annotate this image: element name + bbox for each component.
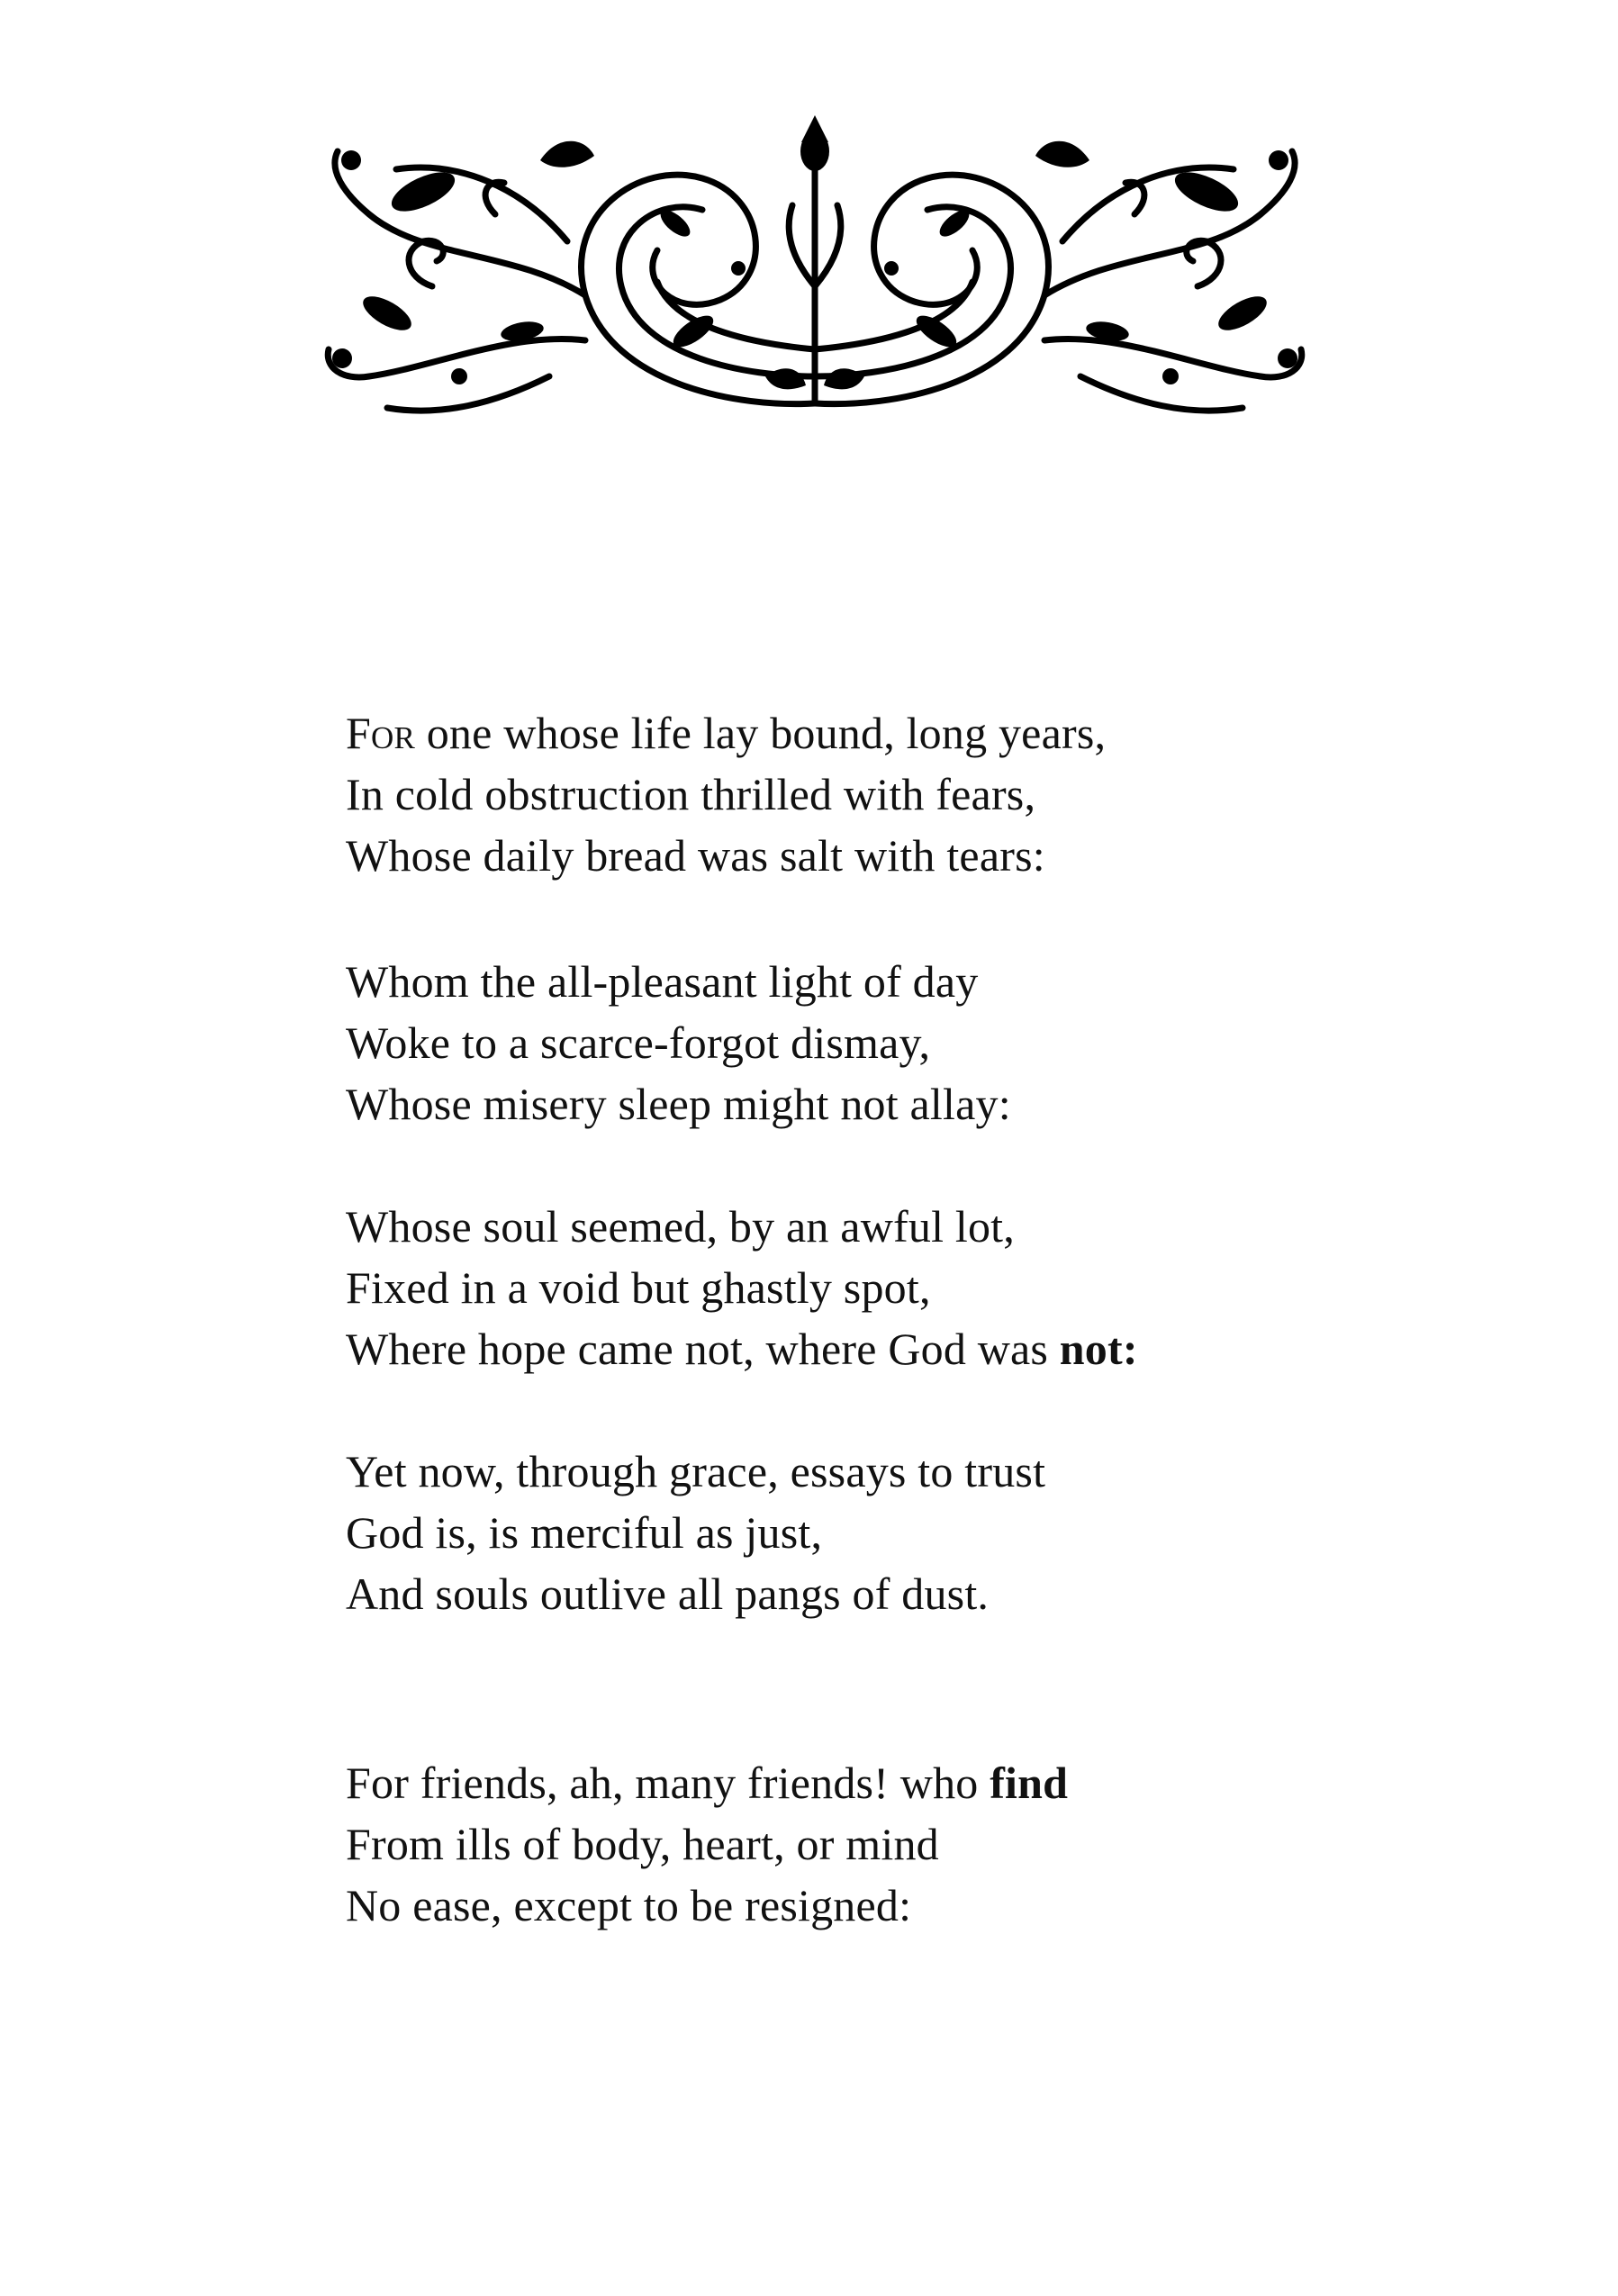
poem-line: God is, is merciful as just, (346, 1507, 823, 1558)
stanza-1 (346, 702, 1516, 886)
poem-line: Whom the all-pleasant light of day (346, 956, 979, 1007)
stanza-4 (346, 1441, 1516, 1624)
poem-line: Whose soul seemed, by an awful lot, (346, 1201, 1015, 1252)
poem-line: Whose misery sleep might not allay: (346, 1079, 1011, 1129)
line-text: Where hope came not, where God was (346, 1324, 1060, 1374)
poem-line: Yet now, through grace, essays to trust (346, 1446, 1046, 1496)
stanza-2 (346, 951, 1516, 1134)
poem-line (346, 702, 1516, 764)
poem-line: Whose daily bread was salt with tears: (346, 830, 1045, 881)
floral-scroll-ornament-icon (315, 106, 1315, 432)
stanza-3 (346, 1196, 1516, 1379)
poem-line (346, 1752, 1516, 1813)
line-text: one whose life lay bound, long years, (415, 708, 1107, 758)
poem-line: In cold obstruction thrilled with fears, (346, 769, 1036, 819)
poem-line: Woke to a scarce-forgot dismay, (346, 1017, 931, 1068)
line-bold-word: not: (1059, 1324, 1138, 1374)
poem-line: Fixed in a void but ghastly spot, (346, 1262, 931, 1313)
line-text: For friends, ah, many friends! who (346, 1758, 990, 1808)
poem-line: And souls outlive all pangs of dust. (346, 1568, 990, 1619)
poem-line: No ease, except to be resigned: (346, 1880, 912, 1930)
poem-line: From ills of body, heart, or mind (346, 1819, 939, 1869)
line-lead-small-caps: For (346, 708, 416, 758)
line-bold-word: find (990, 1758, 1069, 1808)
stanza-5 (346, 1752, 1516, 1936)
poem-line (346, 1318, 1516, 1379)
